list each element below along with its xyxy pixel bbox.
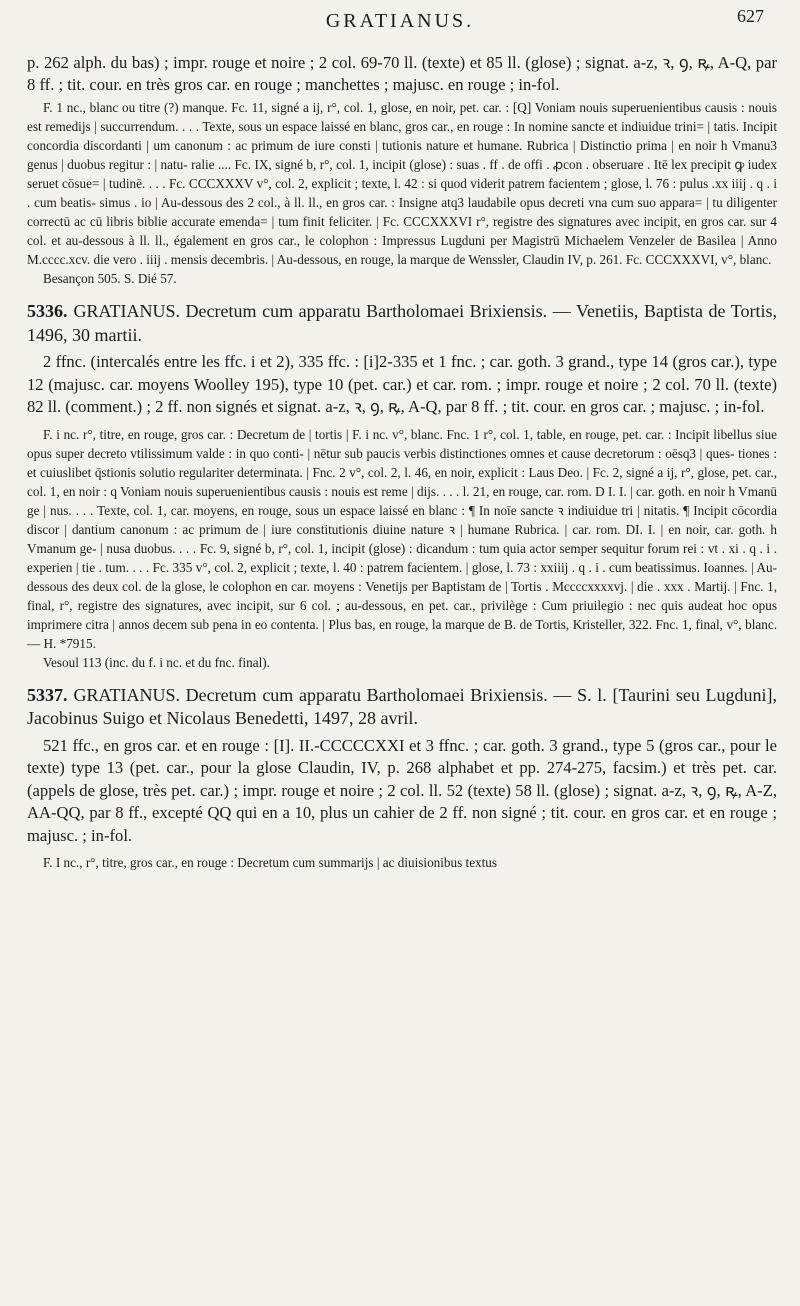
entry-5335-description: F. 1 nc., blanc ou titre (?) manque. Fc. 11, signé a ij, r°, col. 1, glose, en noir, pet. car. : [Q] Voniam nouis superuenientibus causis : nouis est remedijs | succurrendum. . . . Texte, sous un espace laissé en blanc, gros car., en rouge : In nomine sancte et indiuidue trini= | tatis. Incipit concordia discordanti | um canonum : ac primum de iure consti | tutionis nature et humane. Rubrica | Distinctio prima | en noir h Vmanu3 genus | duobus regitur : | natu- ralie .... Fc. IX, signé b, r°, col. 1, incipit (glose) : suas . ff . de offi . ꝓcon . obseruare . Itē lex precipit ꝙ iudex seruet cōsue= | tudinē. . . . Fc. CCCXXXV v°, col. 2, explicit ; texte, l. 42 : si quod viderit patrem facientem ; glose, l. 76 : pulus .xx iiij . q . i . cum beatis- simus . io | Au-dessous des 2 col., à ll. ll., en gros car. : Insigne atq3 laudabile opus decreti vna cum suo appara= | tu diligenter correctū ac cū libris biblie accurate emenda= | tum finit feliciter. | Fc. CCCXXXVI r°, registre des signatures avec incipit, en gros car. sur 4 col. et au-dessous à ll. ll., également en gros car., le colophon : Impressus Lugduni per Magistrū Michaelem Venzeler de Basilea | Anno M.cccc.xcv. die vero . iiij . mensis decembris. | Au-dessous, en rouge, la marque de Wenssler, Claudin IV, p. 261. Fc. CCCXXXVI, v°, blanc.: [27, 100, 777, 267]
entry-5336-title: GRATIANUS. Decretum cum apparatu Bartholomaei Brixiensis. — Venetiis, Baptista de Tortis, 1496, 30 martii.: [27, 301, 777, 345]
entry-5337-number: 5337.: [27, 684, 68, 705]
entry-5336-description: F. i nc. r°, titre, en rouge, gros car. : Decretum de | tortis | F. i nc. v°, blanc. Fnc. 1 r°, col. 1, table, en rouge, pet. car. : Incipit libellus siue opus super decreto vtilissimum valde : in quo conti- | nētur sub paucis verbis distinctiones omnes et cause decretorum : oēsq3 | ques- tiones : et cuiuslibet q̄stionis solutio regulariter determinata. | Fnc. 2 v°, col. 2, l. 46, en noir, explicit : Laus Deo. | Fc. 2, signé a ij, r°, glose, pet. car., col. 1, en noir : q Voniam nouis superuenientibus causis : nouis est reme | dijs. . . . l. 21, en rouge, car. rom. D I. I. | car. goth. en noir h Vmanū ge | nus. . . . Texte, col. 1, car. moyens, en rouge, sous un espace laissé en blanc : ¶ In noīe sancte ꝛ indiuidue tri | nitatis. ¶ Incipit cōcordia discor | dantium canonum : ac primum de | iure constitutionis diuine nature ꝛ | humane Rubrica. | car. rom. DI. I. | en noir, car. goth. h Vmanum ge- | nusa duobus. . . . Fc. 9, signé b, r°, col. 1, incipit (glose) : dicandum : tum quia actor semper sequitur forum rei : vt . xi . q . i . experien | tie . tum. . . . Fc. 335 v°, col. 2, explicit ; texte, l. 40 : patrem facientem. | glose, l. 73 : xxiiij . q . i . cum beatissimus. Ioannes. | Au-dessous des deux col. de la glose, le colophon en car. moyens : Venetijs per Baptistam de | Tortis . Mccccxxxxvj. | die . xxx . Martij. | Fnc. 1, final, r°, registre des signatures, avec incipit, sur 6 col. ; au-dessous, en pet. car., privilège : Cum priuilegio : nec quis audeat hoc opus imprimere citra | annos decem sub pena in eo contenta. | Plus bas, en rouge, la marque de B. de Tortis, Kristeller, 322. Fnc. 1, final, v°, blanc. — H. *7915.: [27, 426, 777, 651]
entry-5336-location: Vesoul 113 (inc. du f. i nc. et du fnc. final).: [43, 654, 270, 670]
entry-5335-collation: p. 262 alph. du bas) ; impr. rouge et noire ; 2 col. 69-70 ll. (texte) et 85 ll. (glose) ; signat. a-z, ꝛ, ꝯ, ꝶ, A-Q, par 8 ff. ; tit. cour. en très gros car. en rouge ; manchettes ; majusc. en rouge ; in-fol.: [27, 53, 777, 94]
entry-5337-heading: [27, 684, 777, 731]
running-title: GRATIANUS.: [325, 10, 475, 32]
entry-5337-title: GRATIANUS. Decretum cum apparatu Bartholomaei Brixiensis. — S. l. [Taurini seu Lugduni], Jacobinus Suigo et Nicolaus Benedetti, 1497, 28 avril.: [27, 684, 777, 728]
entry-5337-description: F. I nc., r°, titre, gros car., en rouge : Decretum cum summarijs | ac diuisionibus textus: [43, 855, 498, 870]
entry-5336-number: 5336.: [27, 301, 68, 321]
page-number: 627: [737, 6, 764, 26]
entry-5335-location: Besançon 505. S. Dié 57.: [43, 271, 177, 286]
entry-5337-collation: 521 ffc., en gros car. et en rouge : [I]. II.-CCCCCXXI et 3 ffnc. ; car. goth. 3 grand., type 5 (gros car., pour le texte) type 13 (pet. car., pour la glose Claudin, IV, p. 268 alphabet et pp. 274-275, facsim.) et très pet. car. (appels de glose, très pet. car.) ; impr. rouge et noire ; 2 col. ll. 52 (texte) 58 ll. (glose) ; signat. a-z, ꝛ, ꝯ, ꝶ, A-Z, AA-QQ, par 8 ff., excepté QQ qui en a 10, plus un cahier de 2 ff. non signé ; tit. cour. en gros car. et en rouge ; majusc. ; in-fol.: [27, 735, 777, 845]
running-header: [0, 6, 800, 46]
page-body: [27, 52, 777, 872]
entry-5336-collation: 2 ffnc. (intercalés entre les ffc. i et 2), 335 ffc. : [i]2-335 et 1 fnc. ; car. goth. 3 grand., type 14 (gros car.), type 12 (majusc. car. moyens Woolley 195), type 10 (pet. car.) et car. rom. ; impr. rouge et noire ; 2 col. 70 ll. (texte) 82 ll. (comment.) ; 2 ff. non signés et signat. a-z, ꝛ, ꝯ, ꝶ, A-Q, par 8 ff. ; tit. cour. en gros car. ; majusc. ; in-fol.: [27, 352, 777, 416]
entry-5336-heading: [27, 300, 777, 347]
